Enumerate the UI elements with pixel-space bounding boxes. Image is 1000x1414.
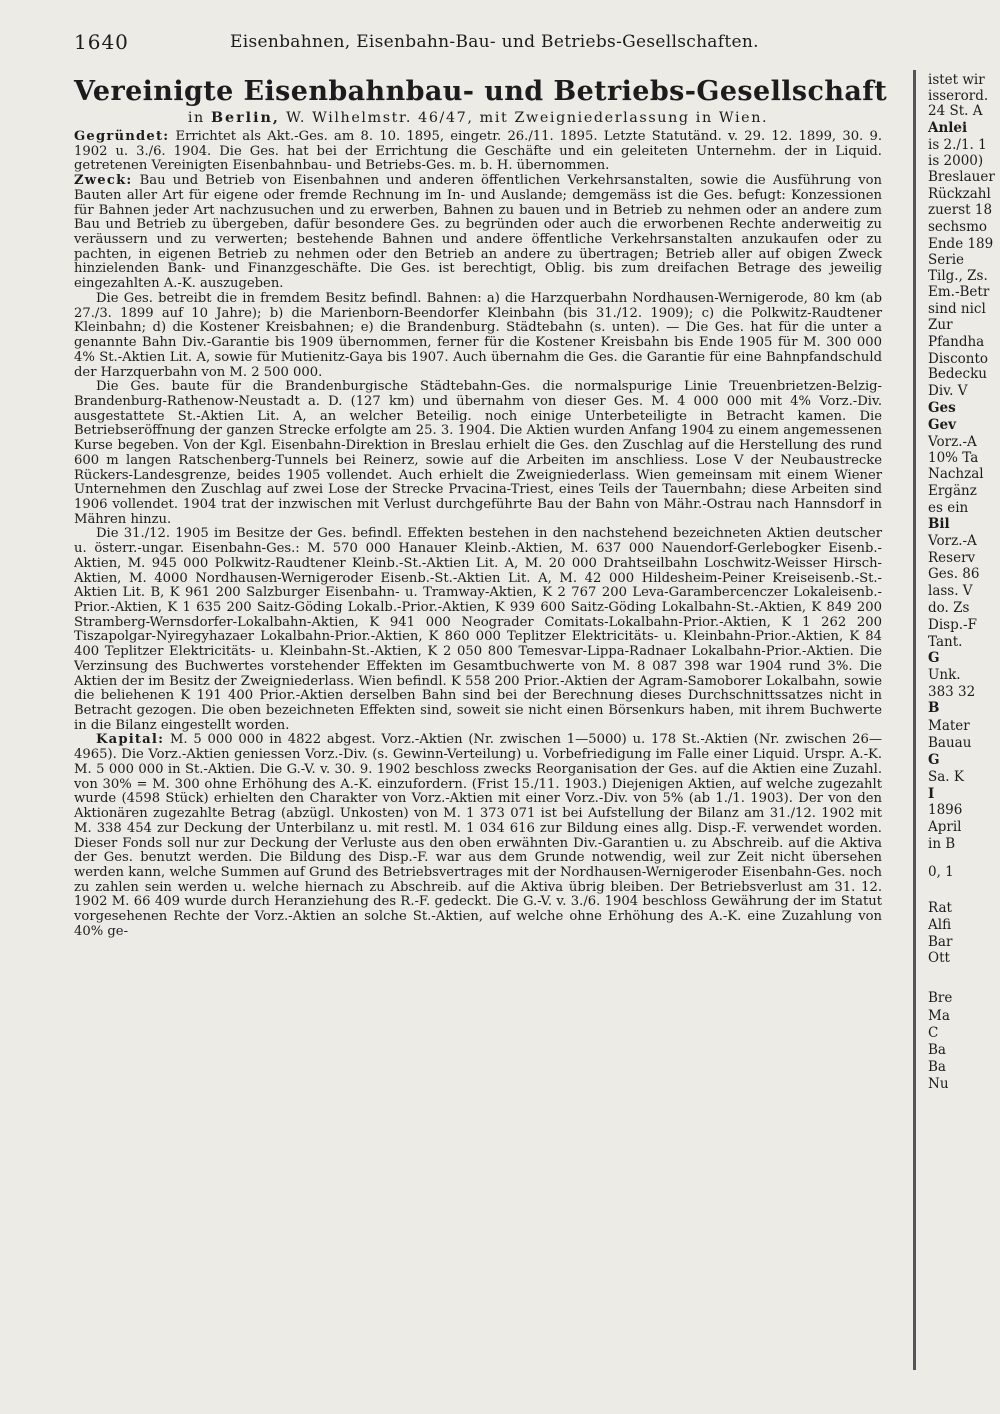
adjacent-page-line: Mater	[928, 718, 970, 734]
gegruendet-text: Errichtet als Akt.-Ges. am 8. 10. 1895, eingetr. 26./11. 1895. Letzte Statutänd. v. 29. 12. 1899, 30. 9. 1902 u. 3./6. 1904. Die Ges. hat bei der Errichtung die Geschäfte und ein geleiteten Unternehm. der in Liquid. getretenen Vereinigten Eisenbahnbau- und Betriebs-Ges. m. b. H. übernommen.	[74, 129, 882, 174]
page-number: 1640	[74, 30, 129, 54]
adjacent-page-line: in B	[928, 836, 956, 852]
adjacent-page-line: Rat	[928, 900, 952, 916]
adjacent-page-line: Ma	[928, 1008, 950, 1024]
company-city: Berlin,	[210, 110, 280, 126]
adjacent-page-line: Bedecku	[928, 366, 987, 382]
adjacent-page-line: Reserv	[928, 550, 976, 566]
adjacent-page-line: Anlei	[928, 120, 968, 136]
running-title: Eisenbahnen, Eisenbahn-Bau- und Betriebs-Gesellschaften.	[230, 32, 759, 52]
adjacent-page-line: Pfandha	[928, 334, 985, 350]
adjacent-page-line: Breslauer	[928, 169, 995, 185]
adjacent-page-line: Nu	[928, 1076, 949, 1092]
adjacent-page-line: Zur	[928, 317, 953, 333]
adjacent-page-line: Disp.-F	[928, 617, 977, 633]
adjacent-page-line: Ott	[928, 950, 950, 966]
adjacent-page-line: Tilg., Zs.	[928, 268, 988, 284]
paragraph-effekten: Die 31./12. 1905 im Besitze der Ges. befindl. Effekten bestehen in den nachstehend bezeichneten Aktien deutscher u. österr.-ungar. Eisenbahn-Ges.: M. 570 000 Hanauer Kleinb.-Aktien, M. 637 000 Nauendorf-Gerlebogker Eisenb.-Aktien, M. 945 000 Polkwitz-Raudtener Kleinb.-St.-Aktien Lit. A, M. 20 000 Drahtseilbahn Loschwitz-Weisser Hirsch-Aktien, M. 4000 Nordhausen-Wernigeroder Eisenb.-St.-Aktien Lit. A, M. 42 000 Hildesheim-Peiner Kreiseisenb.-St.-Aktien Lit. B, K 961 200 Salzburger Eisenbahn- u. Tramway-Aktien, K 2 767 200 Leva-Garambercenczer Lokaleisenb.-Prior.-Aktien, K 1 635 200 Saitz-Göding Lokalb.-Prior.-Aktien, K 939 600 Saitz-Göding Lokalbahn-St.-Aktien, K 849 200 Stramberg-Wernsdorfer-Lokalbahn-Aktien, K 941 000 Neograder Comitats-Lokalbahn-Prior.-Aktien, K 1 262 200 Tiszapolgar-Nyiregyhazaer Lokalbahn-Prior.-Aktien, K 860 000 Teplitzer Elektricitäts- u. Kleinbahn-Prior.-Aktien, K 84 400 Teplitzer Elektricitäts- u. Kleinbahn-St.-Aktien, K 2 050 800 Temesvar-Lippa-Radnaer Lokalbahn-Prior.-Aktien. Die Verzinsung des Buchwertes vorstehender Effekten im Gesamtbuchwerte von M. 8 087 398 war 1904 rund 3%. Die Aktien der im Besitz der Zweigniederlass. Wien befindl. K 558 200 Prior.-Aktien der Agram-Samoborer Lokalbahn, sowie die beliehenen K 191 400 Prior.-Aktien derselben Bahn sind bei der Berechnung dieses Durchschnittssatzes nicht in Betracht gezogen. Die oben bezeichneten Effekten sind, soweit sie nicht einen Börsenkurs haben, mit ihrem Buchwerte in die Bilanz eingestellt worden.	[74, 526, 882, 733]
adjacent-page-line: Ende 189	[928, 236, 994, 252]
adjacent-page-line: sechsmo	[928, 219, 988, 235]
adjacent-page-line: es ein	[928, 500, 969, 516]
company-title: Vereinigte Eisenbahnbau- und Betriebs-Gesellschaft	[74, 76, 888, 107]
adjacent-page-strip	[922, 0, 1000, 1414]
adjacent-page-line: Vorz.-A	[928, 434, 977, 450]
adjacent-page-line: 1896	[928, 802, 963, 818]
adjacent-page-line: Gev	[928, 417, 956, 433]
adjacent-page-line: Bil	[928, 516, 950, 532]
adjacent-page-line: zuerst 18	[928, 202, 993, 218]
adjacent-page-line: is 2./1. 1	[928, 137, 987, 153]
adjacent-page-line: 383 32	[928, 684, 976, 700]
adjacent-page-line: Rückzahl	[928, 186, 991, 202]
company-address: W. Wilhelmstr. 46/47, mit Zweigniederlassung in Wien.	[286, 110, 769, 126]
gegruendet-label: Gegründet:	[74, 129, 170, 144]
paragraph-betrieb: Die Ges. betreibt die in fremdem Besitz befindl. Bahnen: a) die Harzquerbahn Nordhausen-Wernigerode, 80 km (ab 27./3. 1899 auf 10 Jahre); b) die Marienborn-Beendorfer Kleinbahn (bis 31./12. 1909); c) die Polkwitz-Raudtener Kleinbahn; d) die Kostener Kreisbahnen; e) die Brandenburg. Städtebahn (s. unten). — Die Ges. hat für die unter a genannte Bahn Div.-Garantie bis 1909 übernommen, ferner für die Kostener Kreisbahn bis Ende 1905 für M. 300 000 4% St.-Aktien Lit. A, sowie für Mutienitz-Gaya bis 1907. Auch übernahm die Ges. die Garantie für eine Bahnpfandschuld der Harzquerbahn von M. 2 500 000.	[74, 290, 882, 380]
adjacent-page-line: G	[928, 752, 940, 768]
adjacent-page-line: B	[928, 700, 940, 716]
adjacent-page-line: 24 St. A	[928, 103, 983, 119]
kapital-text: M. 5 000 000 in 4822 abgest. Vorz.-Aktien (Nr. zwischen 1—5000) u. 178 St.-Aktien (Nr. zwischen 26—4965). Die Vorz.-Aktien geniessen Vorz.-Div. (s. Gewinn-Verteilung) u. Vorbefriedigung im Falle einer Liquid. Urspr. A.-K. M. 5 000 000 in St.-Aktien. Die G.-V. v. 30. 9. 1902 beschloss zwecks Reorganisation der Ges. auf die Aktien eine Zuzahl. von 30% = M. 300 ohne Erhöhung des A.-K. einzufordern. (Frist 15./11. 1903.) Diejenigen Aktien, auf welche zugezahlt wurde (4598 Stück) erhielten den Charakter von Vorz.-Aktien mit einer Vorz.-Div. von 5% (ab 1./1. 1903). Der von den Aktionären zugezahlte Betrag (abzügl. Unkosten) von M. 1 373 071 ist bei Aufstellung der Bilanz am 31./12. 1902 mit M. 338 454 zur Deckung der Unterbilanz u. mit restl. M. 1 034 616 zur Bildung eines allg. Disp.-F. verwendet worden. Dieser Fonds soll nur zur Deckung der Verluste aus den oben erwähnten Div.-Garantien u. zu Abschreib. auf die Aktiva der Ges. benutzt werden. Die Bildung des Disp.-F. war aus dem Grunde notwendig, weil zur Zeit nicht übersehen werden kann, welche Summen auf Grund des Betriebsvertrages mit der Nordhausen-Wernigeroder Eisenbahn-Ges. noch zu zahlen sein werden u. welche hiernach zu Abschreib. auf die Aktiva übrig bleiben. Der Betriebsverlust am 31. 12. 1902 M. 66 409 wurde durch Heranziehung des R.-F. gedeckt. Die G.-V. v. 3./6. 1904 beschloss Gewährung der im Statut vorgesehenen Rechte der Vorz.-Aktien an solche St.-Aktien, auf welche ohne Erhöhung des A.-K. eine Zuzahlung von 40% ge-	[74, 732, 882, 939]
adjacent-page-line: lass. V	[928, 583, 973, 599]
kapital-label: Kapital:	[96, 732, 165, 748]
company-location	[74, 110, 882, 127]
adjacent-page-line: Tant.	[928, 634, 963, 650]
adjacent-page-line: Vorz.-A	[928, 533, 977, 549]
adjacent-page-line: G	[928, 650, 940, 666]
zweck-label: Zweck:	[74, 173, 133, 189]
adjacent-page-line: Ba	[928, 1059, 946, 1075]
section-kapital	[74, 733, 882, 939]
zweck-text: Bau und Betrieb von Eisenbahnen und anderen öffentlichen Verkehrsanstalten, sowie die Ausführung von Bauten aller Art für eigene oder fremde Rechnung im In- und Auslande; demgemäss ist die Ges. befugt: Konzessionen für Bahnen jeder Art nachzusuchen und zu erwerben, Bahnen zu bauen und in Betrieb zu nehmen oder an andere zum Bau und Betrieb zu übergeben, dafür besondere Ges. zu begründen oder auch die erworbenen Rechte anderweitig zu veräussern und zu verwerten; bestehende Bahnen und andere öffentliche Verkehrsanstalten anzukaufen oder zu pachten, in eigenen Betrieb zu nehmen oder den Betrieb an andere zu übertragen; Betrieb aller auf obigen Zweck hinzielenden Bank- und Finanzgeschäfte. Die Ges. ist berechtigt, Oblig. bis zum dreifachen Betrage des jeweilig eingezahlten A.-K. auszugeben.	[74, 173, 882, 292]
location-prefix: in	[187, 110, 205, 126]
adjacent-page-line: Ergänz	[928, 483, 977, 499]
adjacent-page-line: Unk.	[928, 667, 961, 683]
adjacent-page-line: is 2000)	[928, 153, 984, 169]
adjacent-page-line: April	[928, 819, 962, 835]
adjacent-page-line: Sa. K	[928, 769, 964, 785]
adjacent-page-line: 10% Ta	[928, 450, 979, 466]
adjacent-page-line: I	[928, 786, 935, 802]
adjacent-page-line: 0, 1	[928, 864, 954, 880]
adjacent-page-line: Ges. 86	[928, 566, 980, 582]
adjacent-page-line: Em.-Betr	[928, 284, 990, 300]
adjacent-page-line: Nachzal	[928, 466, 984, 482]
adjacent-page-line: Ba	[928, 1042, 946, 1058]
adjacent-page-line: C	[928, 1025, 939, 1041]
adjacent-page-line: Bauau	[928, 735, 972, 751]
page-header	[74, 30, 914, 56]
adjacent-page-line: Disconto	[928, 351, 989, 367]
adjacent-page-line: isserord.	[928, 88, 989, 104]
main-column	[74, 76, 888, 940]
section-zweck	[74, 174, 882, 292]
adjacent-page-line: Ges	[928, 400, 956, 416]
paragraph-bau: Die Ges. baute für die Brandenburgische Städtebahn-Ges. die normalspurige Linie Treuenbrietzen-Belzig-Brandenburg-Rathenow-Neustadt a. D. (127 km) und übernahm von dieser Ges. M. 4 000 000 mit 4% Vorz.-Div. ausgestattete St.-Aktien Lit. A, an welcher Beteilig. noch einige Unterbeteiligte in Betracht kamen. Die Betriebseröffnung der ganzen Strecke erfolgte am 25. 3. 1904. Die Aktien wurden Anfang 1904 zu einem angemessenen Kurse begeben. Von der Kgl. Eisenbahn-Direktion in Breslau erhielt die Ges. den Zuschlag auf die Herstellung des rund 600 m langen Ratschenberg-Tunnels bei Reinerz, sowie auf die Arbeiten im anschliess. Lose V der Neubaustrecke Rückers-Landesgrenze, beides 1905 vollendet. Auch erhielt die Zweigniederlass. Wien gemeinsam mit einem Wiener Unternehmen den Zuschlag auf zwei Lose der Strecke Prvacina-Triest, eines Teils der Tauernbahn; diese Arbeiten sind 1906 vollendet. 1904 trat der inzwischen mit Verlust durchgeführte Bau der Bahn von Mähr.-Ostrau nach Hannsdorf in Mähren hinzu.	[74, 379, 882, 527]
adjacent-page-line: Bre	[928, 990, 953, 1006]
adjacent-page-line: Alfi	[928, 917, 952, 933]
adjacent-page-line: sind nicl	[928, 301, 986, 317]
column-divider	[913, 70, 916, 1370]
adjacent-page-line: Bar	[928, 934, 953, 950]
adjacent-page-line: istet wir	[928, 72, 985, 88]
adjacent-page-line: Serie	[928, 252, 964, 268]
adjacent-page-line: Div. V	[928, 383, 968, 399]
adjacent-page-line: do. Zs	[928, 600, 970, 616]
section-gegruendet	[74, 130, 882, 174]
